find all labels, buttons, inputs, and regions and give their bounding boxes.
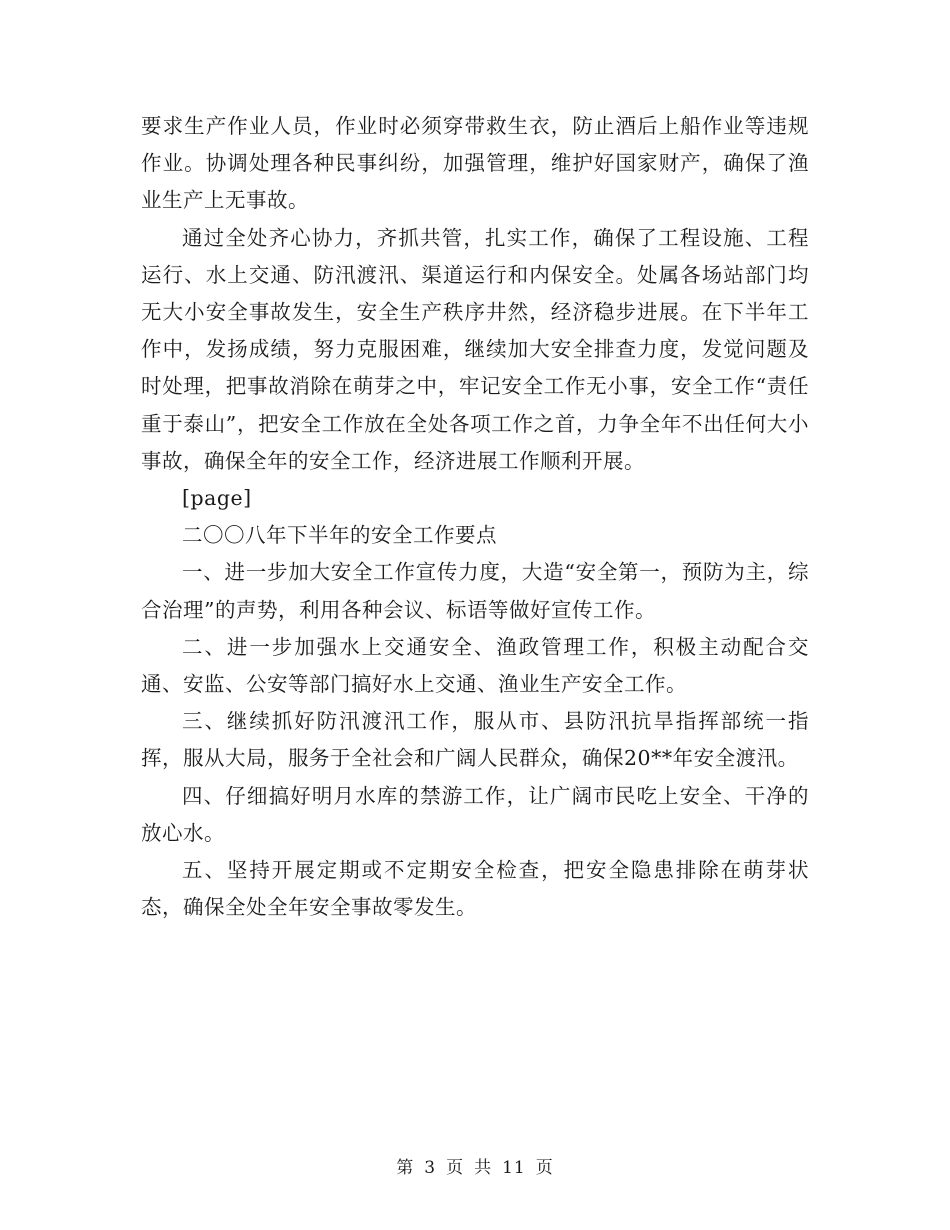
list-item-3: 三、继续抓好防汛渡汛工作，服从市、县防汛抗旱指挥部统一指挥，服从大局，服务于全社会和广阔人民群众，确保20**年安全渡汛。 (141, 709, 809, 771)
footer-suffix: 页 (535, 1158, 554, 1178)
footer-current-page: 3 (424, 1158, 437, 1178)
list-item-4: 四、仔细搞好明月水库的禁游工作，让广阔市民吃上安全、干净的放心水。 (141, 783, 809, 845)
paragraph-safety-summary: 通过全处齐心协力，齐抓共管，扎实工作，确保了工程设施、工程运行、水上交通、防汛渡汛、渠道运行和内保安全。处属各场站部门均无大小安全事故发生，安全生产秩序井然，经济稳步进展。在下半年工作中，发扬成绩，努力克服困难，继续加大安全排查力度，发觉问题及时处理，把事故消除在萌芽之中，牢记安全工作无小事，安全工作“责任重于泰山”，把安全工作放在全处各项工作之首，力争全年不出任何大小事故，确保全年的安全工作，经济进展工作顺利开展。 (141, 225, 809, 473)
footer-total-word: 共 (474, 1158, 493, 1178)
list-item-5: 五、坚持开展定期或不定期安全检查，把安全隐患排除在萌芽状态，确保全处全年安全事故零发生。 (141, 858, 809, 920)
list-item-2: 二、进一步加强水上交通安全、渔政管理工作，积极主动配合交通、安监、公安等部门搞好水上交通、渔业生产安全工作。 (141, 634, 809, 697)
footer-page-word: 页 (446, 1158, 465, 1178)
document-body (141, 108, 809, 926)
footer-prefix: 第 (396, 1158, 415, 1178)
page-footer (0, 1153, 950, 1178)
section-heading: 二〇〇八年下半年的安全工作要点 (182, 523, 497, 548)
page-marker: [page] (182, 486, 252, 511)
paragraph-continuation: 要求生产作业人员，作业时必须穿带救生衣，防止酒后上船作业等违规作业。协调处理各种民事纠纷，加强管理，维护好国家财产，确保了渔业生产上无事故。 (141, 114, 809, 213)
footer-total-pages: 11 (502, 1158, 526, 1178)
list-item-1: 一、进一步加大安全工作宣传力度，大造“安全第一，预防为主，综合治理”的声势，利用各种会议、标语等做好宣传工作。 (141, 560, 809, 622)
